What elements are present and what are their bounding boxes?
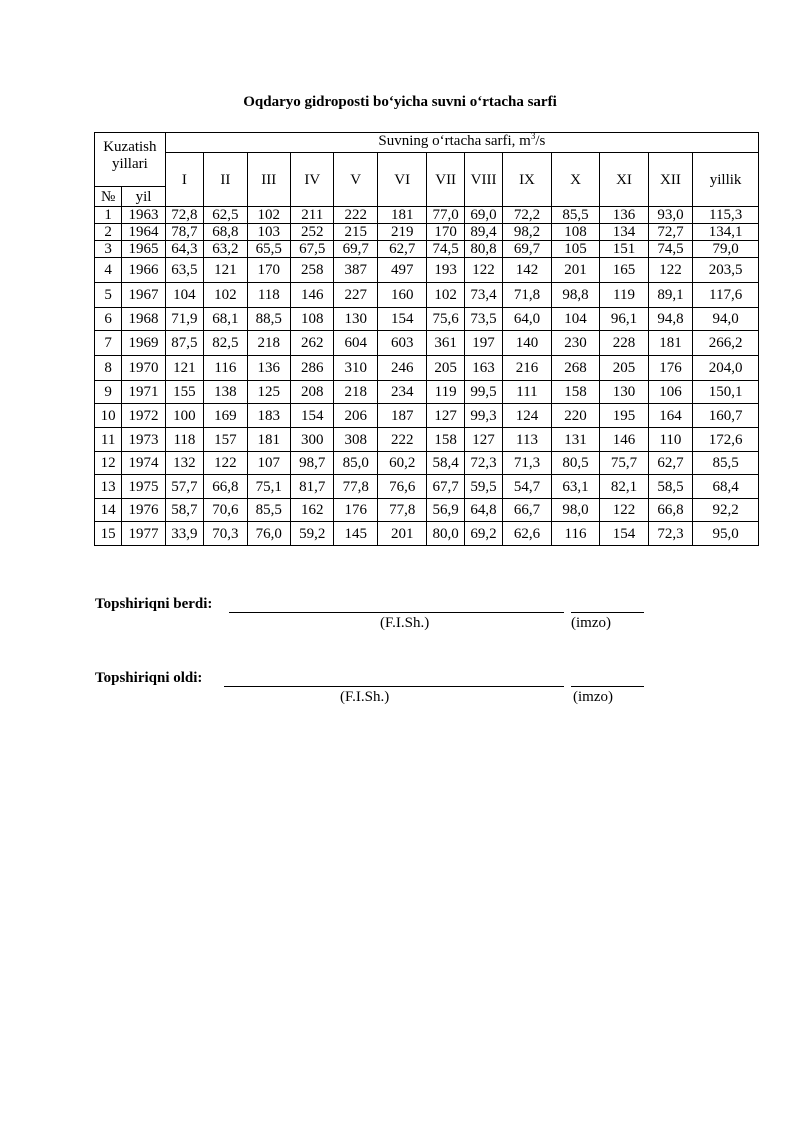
monthly-value: 89,1 <box>648 283 692 308</box>
row-year: 1968 <box>122 308 165 331</box>
row-number: 9 <box>95 381 122 404</box>
monthly-value: 230 <box>551 331 600 356</box>
monthly-value: 64,3 <box>165 241 203 258</box>
table-row <box>95 428 759 452</box>
monthly-value: 183 <box>247 404 290 428</box>
row-number: 1 <box>95 207 122 224</box>
monthly-value: 169 <box>204 404 247 428</box>
monthly-value: 93,0 <box>648 207 692 224</box>
received-label: Topshiriqni oldi: <box>95 670 203 686</box>
row-year: 1971 <box>122 381 165 404</box>
monthly-value: 73,4 <box>464 283 502 308</box>
monthly-value: 69,2 <box>464 522 502 546</box>
monthly-value: 81,7 <box>291 475 334 499</box>
annual-value: 94,0 <box>693 308 759 331</box>
row-year: 1965 <box>122 241 165 258</box>
monthly-value: 157 <box>204 428 247 452</box>
monthly-value: 106 <box>648 381 692 404</box>
gave-name-line <box>229 612 564 613</box>
annual-value: 160,7 <box>693 404 759 428</box>
monthly-value: 70,3 <box>204 522 247 546</box>
table-row <box>95 331 759 356</box>
table-row <box>95 381 759 404</box>
monthly-value: 87,5 <box>165 331 203 356</box>
monthly-value: 70,6 <box>204 499 247 522</box>
monthly-value: 176 <box>648 356 692 381</box>
annual-value: 85,5 <box>693 452 759 475</box>
monthly-value: 222 <box>377 428 427 452</box>
row-number: 12 <box>95 452 122 475</box>
monthly-value: 72,7 <box>648 224 692 241</box>
received-name-line <box>224 686 564 687</box>
monthly-value: 234 <box>377 381 427 404</box>
monthly-value: 154 <box>377 308 427 331</box>
monthly-value: 262 <box>291 331 334 356</box>
monthly-value: 98,2 <box>503 224 552 241</box>
table-row <box>95 404 759 428</box>
annual-value: 134,1 <box>693 224 759 241</box>
monthly-value: 136 <box>247 356 290 381</box>
monthly-value: 59,5 <box>464 475 502 499</box>
monthly-value: 286 <box>291 356 334 381</box>
monthly-value: 68,1 <box>204 308 247 331</box>
monthly-value: 136 <box>600 207 649 224</box>
gave-imzo-caption: (imzo) <box>571 615 611 631</box>
monthly-value: 80,8 <box>464 241 502 258</box>
monthly-value: 146 <box>600 428 649 452</box>
annual-value: 95,0 <box>693 522 759 546</box>
monthly-value: 75,1 <box>247 475 290 499</box>
monthly-value: 63,5 <box>165 258 203 283</box>
monthly-value: 246 <box>377 356 427 381</box>
monthly-value: 104 <box>551 308 600 331</box>
monthly-value: 132 <box>165 452 203 475</box>
monthly-value: 96,1 <box>600 308 649 331</box>
table-row <box>95 308 759 331</box>
monthly-value: 116 <box>551 522 600 546</box>
annual-value: 92,2 <box>693 499 759 522</box>
monthly-value: 66,8 <box>648 499 692 522</box>
monthly-value: 219 <box>377 224 427 241</box>
row-year: 1976 <box>122 499 165 522</box>
monthly-value: 151 <box>600 241 649 258</box>
annual-value: 79,0 <box>693 241 759 258</box>
monthly-value: 82,1 <box>600 475 649 499</box>
monthly-value: 62,7 <box>648 452 692 475</box>
monthly-value: 62,7 <box>377 241 427 258</box>
table-row <box>95 356 759 381</box>
header-mean-flow: Suvning o‘rtacha sarfi, $m^3/s$ <box>165 133 758 153</box>
row-number: 13 <box>95 475 122 499</box>
monthly-value: 67,7 <box>427 475 464 499</box>
monthly-value: 125 <box>247 381 290 404</box>
monthly-value: 88,5 <box>247 308 290 331</box>
monthly-value: 211 <box>291 207 334 224</box>
monthly-value: 603 <box>377 331 427 356</box>
monthly-value: 85,5 <box>247 499 290 522</box>
monthly-value: 72,3 <box>464 452 502 475</box>
monthly-value: 102 <box>427 283 464 308</box>
monthly-value: 121 <box>165 356 203 381</box>
monthly-value: 252 <box>291 224 334 241</box>
monthly-value: 74,5 <box>648 241 692 258</box>
monthly-value: 99,3 <box>464 404 502 428</box>
monthly-value: 60,2 <box>377 452 427 475</box>
header-month: XII <box>648 153 692 207</box>
row-year: 1964 <box>122 224 165 241</box>
row-number: 3 <box>95 241 122 258</box>
monthly-value: 205 <box>427 356 464 381</box>
row-year: 1974 <box>122 452 165 475</box>
monthly-value: 58,7 <box>165 499 203 522</box>
monthly-value: 66,8 <box>204 475 247 499</box>
annual-value: 150,1 <box>693 381 759 404</box>
monthly-value: 138 <box>204 381 247 404</box>
header-month: XI <box>600 153 649 207</box>
monthly-value: 361 <box>427 331 464 356</box>
document-title: Oqdaryo gidroposti bo‘yicha suvni o‘rtacha sarfi <box>243 94 557 110</box>
monthly-value: 218 <box>247 331 290 356</box>
annual-value: 172,6 <box>693 428 759 452</box>
monthly-value: 74,5 <box>427 241 464 258</box>
monthly-value: 80,0 <box>427 522 464 546</box>
monthly-value: 72,3 <box>648 522 692 546</box>
monthly-value: 181 <box>648 331 692 356</box>
monthly-value: 170 <box>247 258 290 283</box>
monthly-value: 63,2 <box>204 241 247 258</box>
monthly-value: 206 <box>334 404 377 428</box>
row-year: 1977 <box>122 522 165 546</box>
monthly-value: 310 <box>334 356 377 381</box>
monthly-value: 165 <box>600 258 649 283</box>
monthly-value: 140 <box>503 331 552 356</box>
monthly-value: 162 <box>291 499 334 522</box>
monthly-value: 102 <box>204 283 247 308</box>
monthly-value: 124 <box>503 404 552 428</box>
monthly-value: 104 <box>165 283 203 308</box>
monthly-value: 164 <box>648 404 692 428</box>
gave-fish-caption: (F.I.Sh.) <box>380 615 430 631</box>
monthly-value: 65,5 <box>247 241 290 258</box>
monthly-value: 228 <box>600 331 649 356</box>
monthly-value: 99,5 <box>464 381 502 404</box>
monthly-value: 85,0 <box>334 452 377 475</box>
monthly-value: 72,2 <box>503 207 552 224</box>
monthly-value: 82,5 <box>204 331 247 356</box>
row-number: 10 <box>95 404 122 428</box>
monthly-value: 160 <box>377 283 427 308</box>
monthly-value: 62,6 <box>503 522 552 546</box>
monthly-value: 85,5 <box>551 207 600 224</box>
monthly-value: 118 <box>247 283 290 308</box>
monthly-value: 66,7 <box>503 499 552 522</box>
monthly-value: 69,7 <box>503 241 552 258</box>
row-year: 1967 <box>122 283 165 308</box>
monthly-value: 71,8 <box>503 283 552 308</box>
monthly-value: 181 <box>247 428 290 452</box>
monthly-value: 89,4 <box>464 224 502 241</box>
annual-value: 266,2 <box>693 331 759 356</box>
monthly-value: 176 <box>334 499 377 522</box>
monthly-value: 308 <box>334 428 377 452</box>
monthly-value: 108 <box>291 308 334 331</box>
monthly-value: 197 <box>464 331 502 356</box>
monthly-value: 127 <box>464 428 502 452</box>
monthly-value: 193 <box>427 258 464 283</box>
row-number: 6 <box>95 308 122 331</box>
table-row <box>95 475 759 499</box>
monthly-value: 201 <box>551 258 600 283</box>
monthly-value: 227 <box>334 283 377 308</box>
header-month: VIII <box>464 153 502 207</box>
row-number: 8 <box>95 356 122 381</box>
monthly-value: 131 <box>551 428 600 452</box>
monthly-value: 94,8 <box>648 308 692 331</box>
monthly-value: 215 <box>334 224 377 241</box>
monthly-value: 300 <box>291 428 334 452</box>
row-number: 7 <box>95 331 122 356</box>
monthly-value: 72,8 <box>165 207 203 224</box>
header-observation-years: Kuzatish yillari <box>95 133 166 187</box>
monthly-value: 64,0 <box>503 308 552 331</box>
monthly-value: 208 <box>291 381 334 404</box>
annual-value: 115,3 <box>693 207 759 224</box>
table-row <box>95 241 759 258</box>
monthly-value: 71,3 <box>503 452 552 475</box>
row-number: 2 <box>95 224 122 241</box>
header-month: V <box>334 153 377 207</box>
monthly-value: 201 <box>377 522 427 546</box>
header-month: II <box>204 153 247 207</box>
monthly-value: 122 <box>464 258 502 283</box>
flow-table <box>94 132 759 546</box>
monthly-value: 142 <box>503 258 552 283</box>
monthly-value: 127 <box>427 404 464 428</box>
monthly-value: 102 <box>247 207 290 224</box>
monthly-value: 113 <box>503 428 552 452</box>
header-month: yillik <box>693 153 759 207</box>
monthly-value: 98,0 <box>551 499 600 522</box>
monthly-value: 77,8 <box>377 499 427 522</box>
received-fish-caption: (F.I.Sh.) <box>340 689 390 705</box>
monthly-value: 100 <box>165 404 203 428</box>
monthly-value: 107 <box>247 452 290 475</box>
monthly-value: 76,0 <box>247 522 290 546</box>
gave-label: Topshiriqni berdi: <box>95 596 213 612</box>
monthly-value: 58,4 <box>427 452 464 475</box>
row-year: 1970 <box>122 356 165 381</box>
monthly-value: 130 <box>600 381 649 404</box>
monthly-value: 220 <box>551 404 600 428</box>
monthly-value: 58,5 <box>648 475 692 499</box>
header-month: VI <box>377 153 427 207</box>
row-year: 1963 <box>122 207 165 224</box>
monthly-value: 68,8 <box>204 224 247 241</box>
monthly-value: 158 <box>551 381 600 404</box>
monthly-value: 80,5 <box>551 452 600 475</box>
row-year: 1966 <box>122 258 165 283</box>
received-imzo-caption: (imzo) <box>573 689 613 705</box>
table-row <box>95 283 759 308</box>
annual-value: 204,0 <box>693 356 759 381</box>
monthly-value: 130 <box>334 308 377 331</box>
monthly-value: 604 <box>334 331 377 356</box>
monthly-value: 108 <box>551 224 600 241</box>
monthly-value: 69,0 <box>464 207 502 224</box>
monthly-value: 71,9 <box>165 308 203 331</box>
monthly-value: 155 <box>165 381 203 404</box>
monthly-value: 78,7 <box>165 224 203 241</box>
monthly-value: 98,7 <box>291 452 334 475</box>
header-month: IX <box>503 153 552 207</box>
monthly-value: 181 <box>377 207 427 224</box>
monthly-value: 146 <box>291 283 334 308</box>
table-row <box>95 207 759 224</box>
monthly-value: 163 <box>464 356 502 381</box>
monthly-value: 154 <box>600 522 649 546</box>
monthly-value: 187 <box>377 404 427 428</box>
monthly-value: 154 <box>291 404 334 428</box>
monthly-value: 54,7 <box>503 475 552 499</box>
monthly-value: 63,1 <box>551 475 600 499</box>
row-number: 4 <box>95 258 122 283</box>
table-row <box>95 224 759 241</box>
row-number: 11 <box>95 428 122 452</box>
monthly-value: 119 <box>427 381 464 404</box>
monthly-value: 497 <box>377 258 427 283</box>
monthly-value: 33,9 <box>165 522 203 546</box>
row-year: 1975 <box>122 475 165 499</box>
monthly-value: 98,8 <box>551 283 600 308</box>
monthly-value: 122 <box>648 258 692 283</box>
table-row <box>95 258 759 283</box>
monthly-value: 75,7 <box>600 452 649 475</box>
header-month: III <box>247 153 290 207</box>
monthly-value: 67,5 <box>291 241 334 258</box>
monthly-value: 158 <box>427 428 464 452</box>
header-month: X <box>551 153 600 207</box>
row-number: 14 <box>95 499 122 522</box>
annual-value: 117,6 <box>693 283 759 308</box>
monthly-value: 62,5 <box>204 207 247 224</box>
monthly-value: 75,6 <box>427 308 464 331</box>
monthly-value: 69,7 <box>334 241 377 258</box>
monthly-value: 387 <box>334 258 377 283</box>
monthly-value: 57,7 <box>165 475 203 499</box>
monthly-value: 76,6 <box>377 475 427 499</box>
header-number: № <box>95 187 122 207</box>
monthly-value: 56,9 <box>427 499 464 522</box>
row-number: 15 <box>95 522 122 546</box>
monthly-value: 218 <box>334 381 377 404</box>
row-year: 1973 <box>122 428 165 452</box>
annual-value: 68,4 <box>693 475 759 499</box>
table-row <box>95 452 759 475</box>
monthly-value: 145 <box>334 522 377 546</box>
monthly-value: 64,8 <box>464 499 502 522</box>
monthly-value: 103 <box>247 224 290 241</box>
monthly-value: 195 <box>600 404 649 428</box>
gave-sign-line <box>571 612 644 613</box>
monthly-value: 110 <box>648 428 692 452</box>
row-year: 1972 <box>122 404 165 428</box>
monthly-value: 258 <box>291 258 334 283</box>
table-row <box>95 522 759 546</box>
monthly-value: 77,8 <box>334 475 377 499</box>
annual-value: 203,5 <box>693 258 759 283</box>
monthly-value: 170 <box>427 224 464 241</box>
row-year: 1969 <box>122 331 165 356</box>
monthly-value: 111 <box>503 381 552 404</box>
monthly-value: 119 <box>600 283 649 308</box>
monthly-value: 216 <box>503 356 552 381</box>
monthly-value: 118 <box>165 428 203 452</box>
received-sign-line <box>571 686 644 687</box>
monthly-value: 105 <box>551 241 600 258</box>
header-month: IV <box>291 153 334 207</box>
monthly-value: 205 <box>600 356 649 381</box>
monthly-value: 122 <box>204 452 247 475</box>
header-month: VII <box>427 153 464 207</box>
monthly-value: 77,0 <box>427 207 464 224</box>
monthly-value: 122 <box>600 499 649 522</box>
monthly-value: 73,5 <box>464 308 502 331</box>
monthly-value: 59,2 <box>291 522 334 546</box>
monthly-value: 134 <box>600 224 649 241</box>
monthly-value: 222 <box>334 207 377 224</box>
header-year: yil <box>122 187 165 207</box>
header-month: I <box>165 153 203 207</box>
monthly-value: 268 <box>551 356 600 381</box>
monthly-value: 116 <box>204 356 247 381</box>
row-number: 5 <box>95 283 122 308</box>
monthly-value: 121 <box>204 258 247 283</box>
table-row <box>95 499 759 522</box>
